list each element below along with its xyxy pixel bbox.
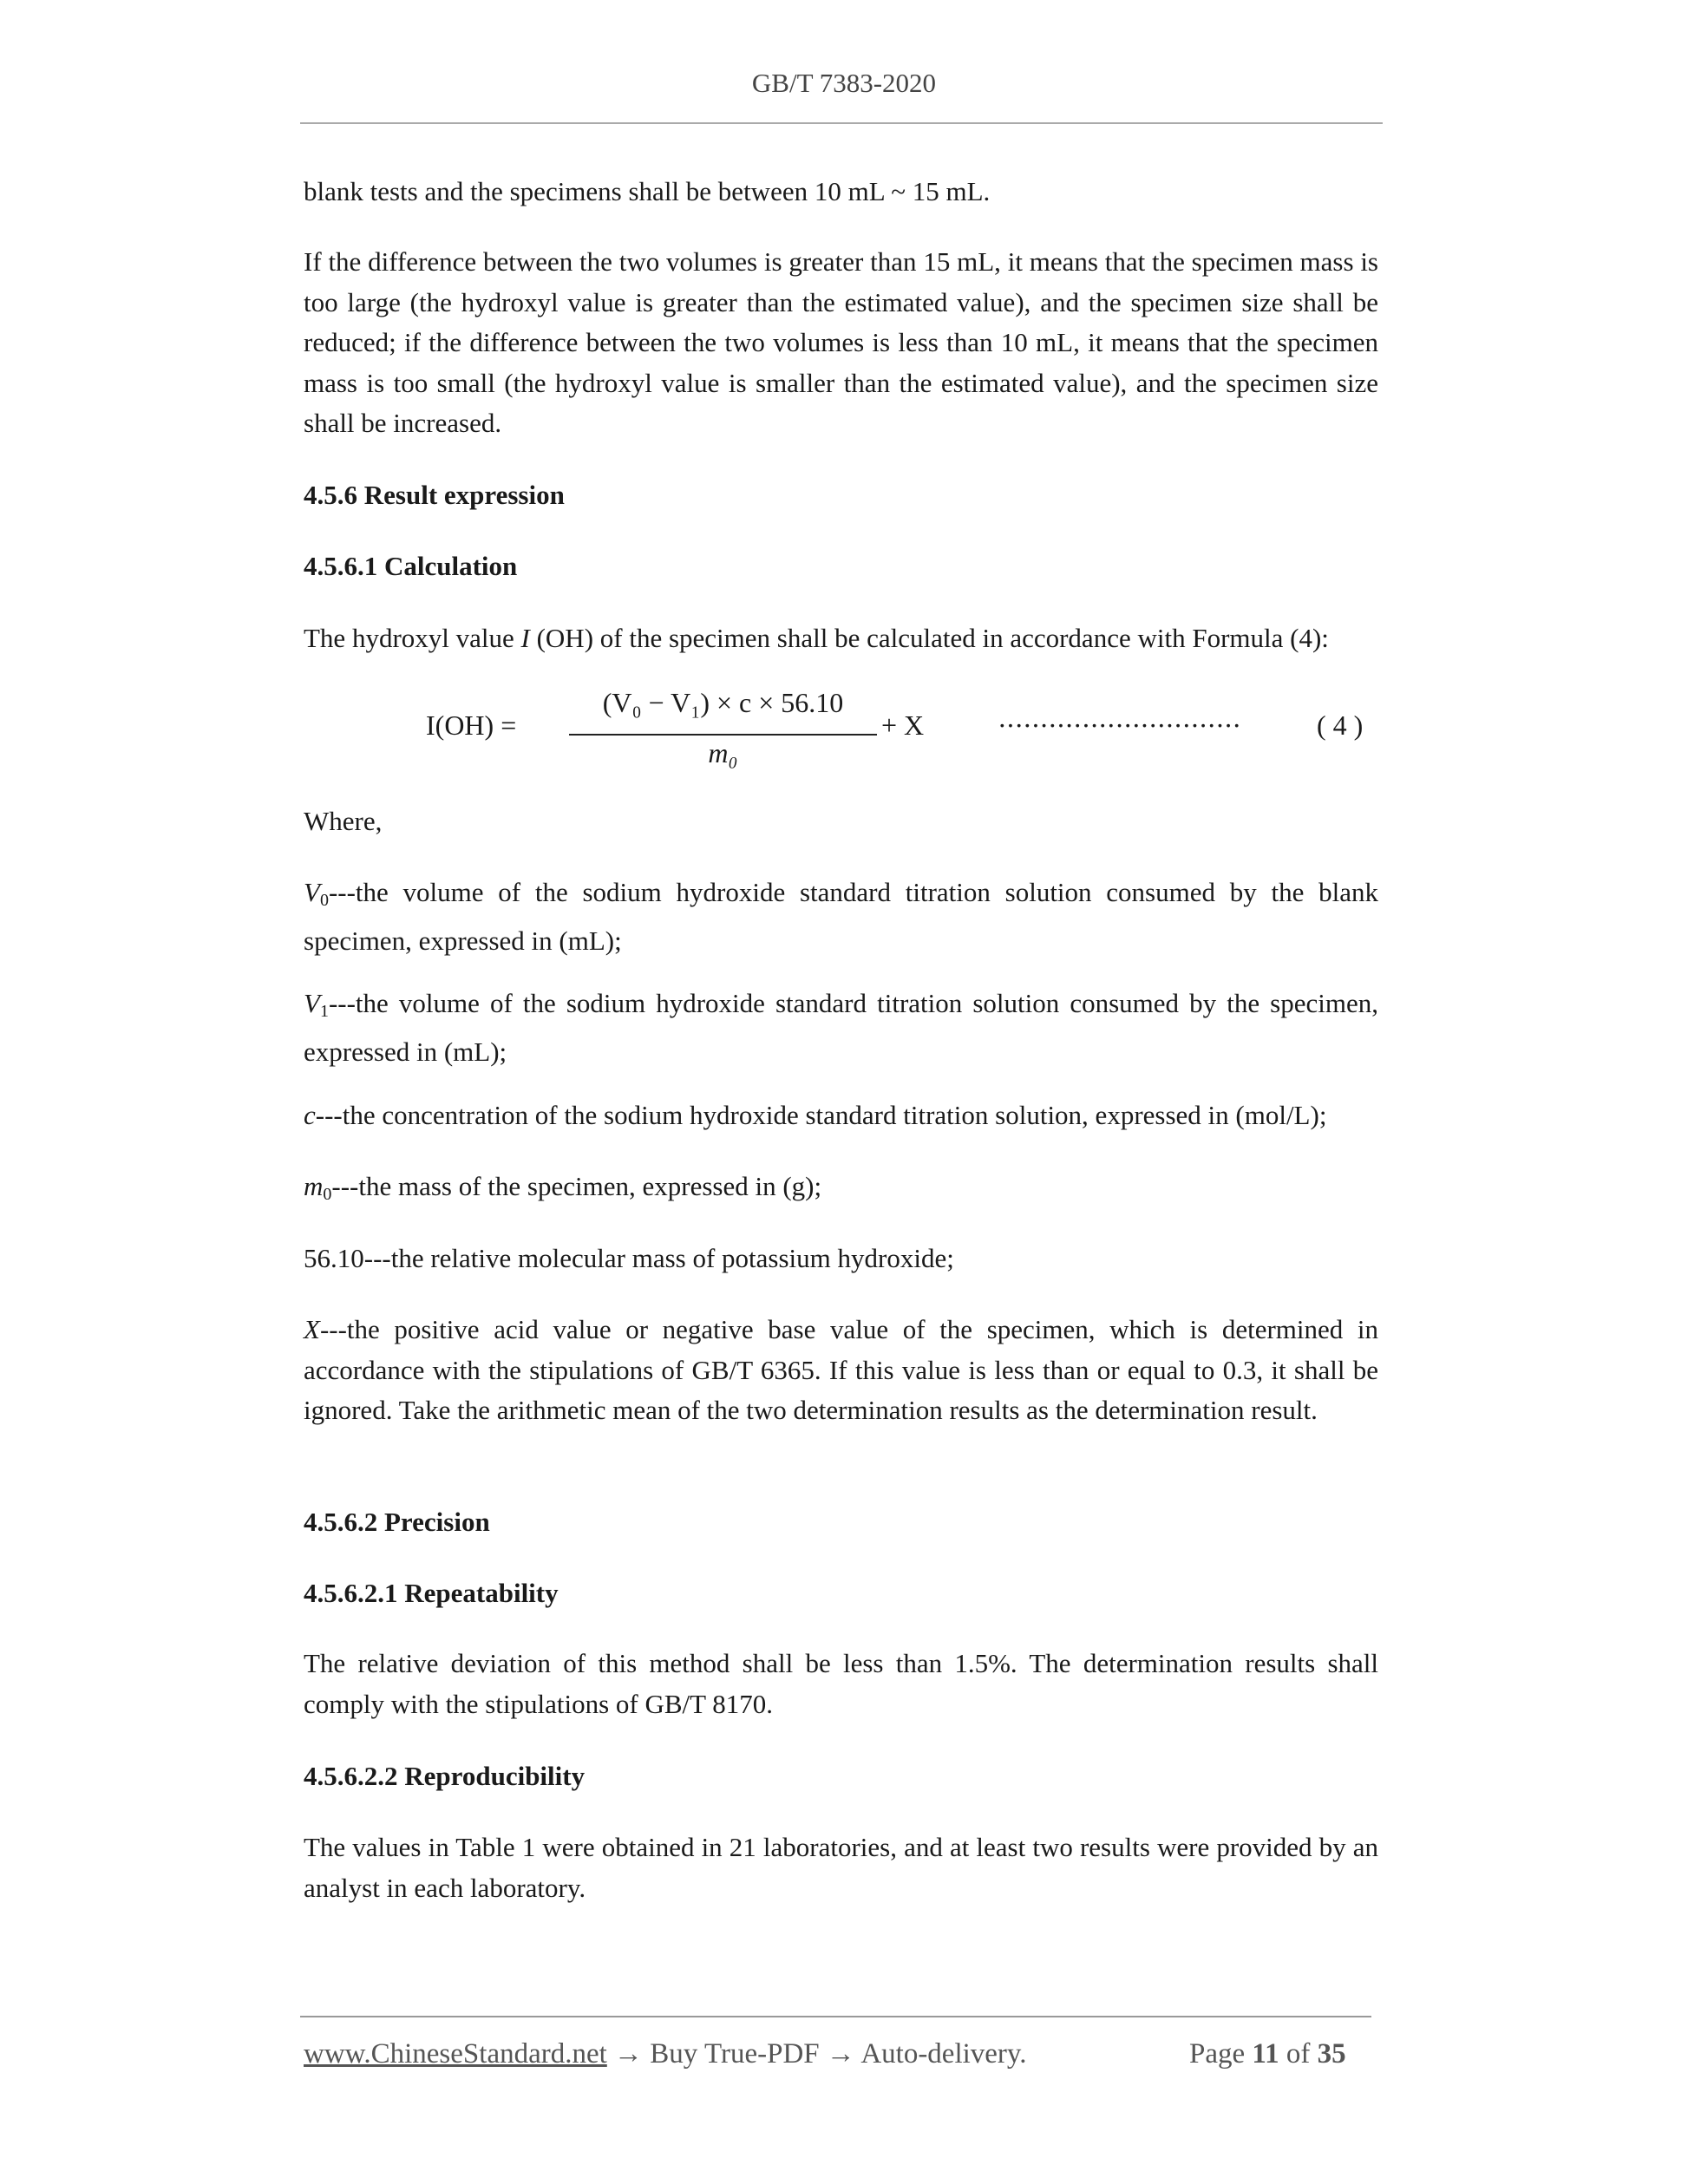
paragraph: If the difference between the two volumes is greater than 15 mL, it means that the specimen mass is too large (the hydroxyl value is greater than the estimated value), and the specimen size shall be reduced; if the difference between the two volumes is less than 10 mL, it means that the specimen mass is too small (the hydroxyl value is smaller than the estimated value), and the specimen size shall be increased.	[304, 246, 1378, 438]
section-heading: 4.5.6.1 Calculation	[304, 551, 518, 581]
subscript: 0	[319, 891, 329, 910]
formula-numerator: (V₀ − V₁) × c × 56.10	[602, 687, 844, 718]
definition-v0	[304, 873, 1378, 961]
arrow-icon: →	[826, 2038, 855, 2070]
definition-56-10	[304, 1239, 1378, 1279]
definition-m0	[304, 1167, 1378, 1215]
arrow-icon: →	[614, 2038, 644, 2070]
footer-divider	[300, 2016, 1371, 2017]
symbol: m	[304, 1171, 324, 1201]
formula-leader-dots: ·····························	[998, 709, 1241, 741]
section-heading: 4.5.6 Result expression	[304, 480, 565, 510]
of-label: of	[1286, 2038, 1311, 2070]
text: 56.10---the relative molecular mass of potassium hydroxide;	[304, 1243, 954, 1273]
formula-lhs: I(OH) =	[426, 709, 517, 741]
current-page: 11	[1252, 2038, 1279, 2070]
formula-plus-x: + X	[881, 709, 925, 741]
text: ---the concentration of the sodium hydroxide standard titration solution, expressed in (mol/L);	[315, 1100, 1327, 1130]
paragraph	[304, 618, 1378, 659]
text: ---the positive acid value or negative base value of the specimen, which is determined in accordance with the stipulations of GB/T 6365. If this value is less than or equal to 0.3, it shall be ignored. Take the arithmetic mean of the two determination results as the determination result.	[304, 1314, 1378, 1425]
footer-links	[304, 2038, 1027, 2070]
delivery-text: Auto-delivery.	[860, 2038, 1027, 2070]
symbol: V	[304, 988, 320, 1018]
definition-x	[304, 1310, 1378, 1431]
page-number	[1189, 2038, 1346, 2070]
paragraph: blank tests and the specimens shall be between 10 mL ~ 15 mL.	[304, 176, 991, 206]
section-heading: 4.5.6.2.1 Repeatability	[304, 1578, 559, 1608]
definition-v1	[304, 984, 1378, 1072]
text: (OH) of the specimen shall be calculated in accordance with Formula (4):	[529, 623, 1329, 653]
paragraph: The relative deviation of this method shall be less than 1.5%. The determination results shall comply with the stipulations of GB/T 8170.	[304, 1648, 1378, 1719]
where-label: Where,	[304, 806, 383, 836]
paragraph: The values in Table 1 were obtained in 21 laboratories, and at least two results were provided by an analyst in each laboratory.	[304, 1832, 1378, 1903]
text: ---the volume of the sodium hydroxide standard titration solution consumed by the specimen, expressed in (mL);	[304, 988, 1378, 1067]
symbol: X	[304, 1314, 320, 1344]
text: ---the volume of the sodium hydroxide standard titration solution consumed by the blank specimen, expressed in (mL);	[304, 877, 1378, 956]
buy-text: Buy True-PDF	[650, 2038, 820, 2070]
page-label: Page	[1189, 2038, 1246, 2070]
fraction-bar	[569, 734, 877, 736]
symbol: c	[304, 1100, 316, 1130]
header-divider	[300, 122, 1383, 124]
page-header-title: GB/T 7383-2020	[751, 68, 937, 98]
definition-c	[304, 1095, 1378, 1136]
subscript: 0	[323, 1185, 332, 1204]
subscript: 1	[319, 1002, 329, 1021]
website-link[interactable]: www.ChineseStandard.net	[304, 2038, 607, 2070]
total-pages: 35	[1317, 2038, 1346, 2070]
section-heading: 4.5.6.2 Precision	[304, 1507, 490, 1537]
section-heading: 4.5.6.2.2 Reproducibility	[304, 1761, 586, 1791]
symbol: V	[304, 877, 320, 907]
text: The hydroxyl value	[304, 623, 521, 653]
text: ---the mass of the specimen, expressed in (g);	[331, 1171, 822, 1201]
symbol: I	[520, 623, 530, 653]
formula-denominator: m₀	[708, 737, 738, 768]
formula-number: ( 4 )	[1317, 709, 1364, 741]
